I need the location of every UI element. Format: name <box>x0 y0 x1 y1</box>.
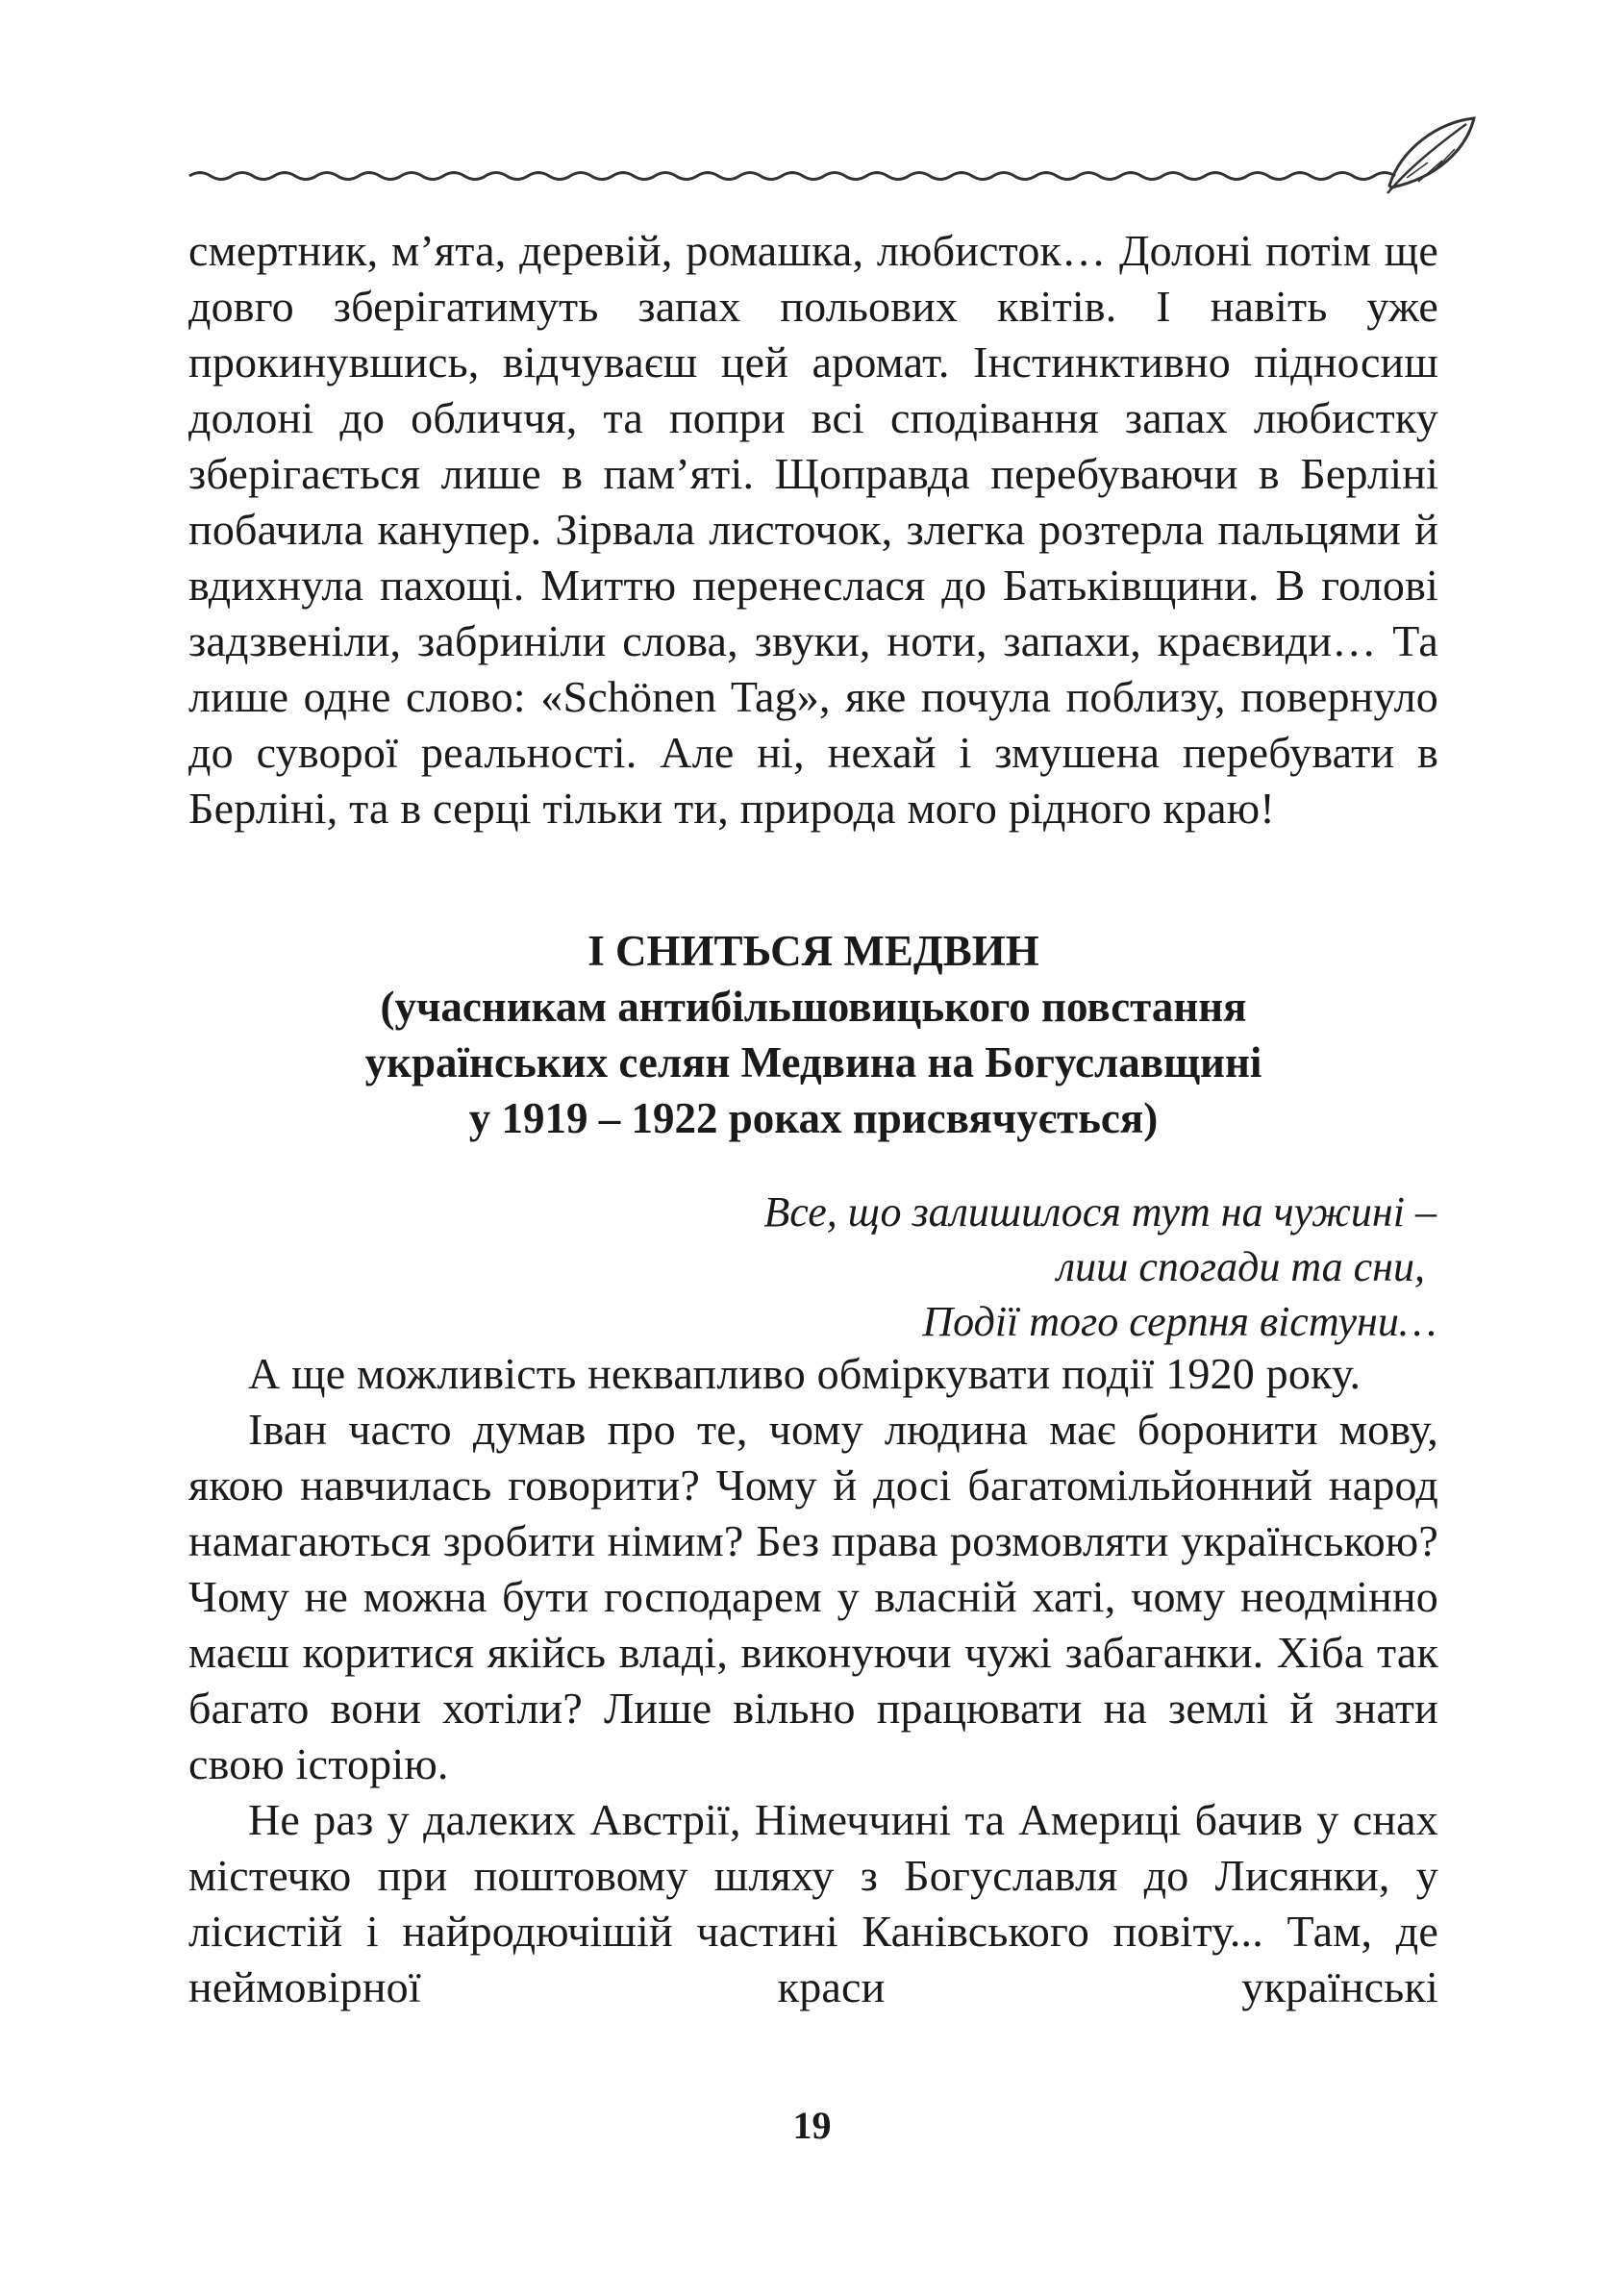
feather-icon <box>1387 118 1474 193</box>
dedication-line: українських селян Медвина на Богуславщині <box>364 1038 1262 1086</box>
wave-feather-ornament-icon <box>187 111 1476 197</box>
epigraph-line: Все, що залишилося тут на чужині – <box>763 1188 1437 1236</box>
paragraph-text: Не раз у далеких Австрії, Німеччині та Америці бачив у снах містечко при поштовому шляху з Богуславля до Лисянки, у лісистій і найродючішій частині Канівського повіту... Там, де неймовірної краси українські <box>188 1795 1438 2011</box>
paragraph-text: Іван часто думав про те, чому людина має боронити мову, якою навчилась говорити? Чому й досі багатомільйонний народ намагаються зробити німим? Без права розмовляти українською? Чому не можна бути господарем у власній хаті, чому неодмінно маєш коритися якійсь владі, виконуючи чужі забаганки. Хіба так багато вони хотіли? Лише вільно працювати на землі й знати свою історію. <box>188 1405 1438 1788</box>
epigraph <box>763 1185 1437 1349</box>
chapter-heading <box>188 923 1438 1146</box>
chapter-title: І СНИТЬСЯ МЕДВИН <box>587 927 1039 975</box>
paragraph-text: смертник, м’ята, деревій, ромашка, любисток… Долоні потім ще довго зберігатимуть запах польових квітів. І навіть уже прокинувшись, відчуваєш цей аромат. Інстинктивно підносиш долоні до обличчя, та попри всі сподівання запах любистку зберігається лише в пам’яті. Щоправда перебуваючи в Берліні побачила канупер. Зірвала листочок, злегка розтерла пальцями й вдихнула пахощі. Миттю перенеслася до Батьківщини. В голові задзвеніли, забриніли слова, звуки, ноти, запахи, краєвиди… Та лише одне слово: «Schönen Tag», яке почула поблизу, повернуло до суворої реальності. Але ні, нехай і змушена перебувати в Берліні, та в серці тільки ти, природа мого рідного краю! <box>188 226 1438 833</box>
continued-paragraph <box>188 223 1438 836</box>
dedication-line: (учасникам антибільшовицького повстання <box>380 983 1247 1031</box>
dedication-line: у 1919 – 1922 роках присвячується) <box>468 1094 1159 1142</box>
chapter-body <box>188 1346 1438 2015</box>
paragraph-text: А ще можливість неквапливо обміркувати події 1920 року. <box>248 1349 1362 1398</box>
page-number: 19 <box>792 2104 832 2147</box>
epigraph-line: лиш спогади та сни, <box>1056 1243 1425 1290</box>
epigraph-line: Події того серпня вістуни… <box>922 1298 1437 1345</box>
